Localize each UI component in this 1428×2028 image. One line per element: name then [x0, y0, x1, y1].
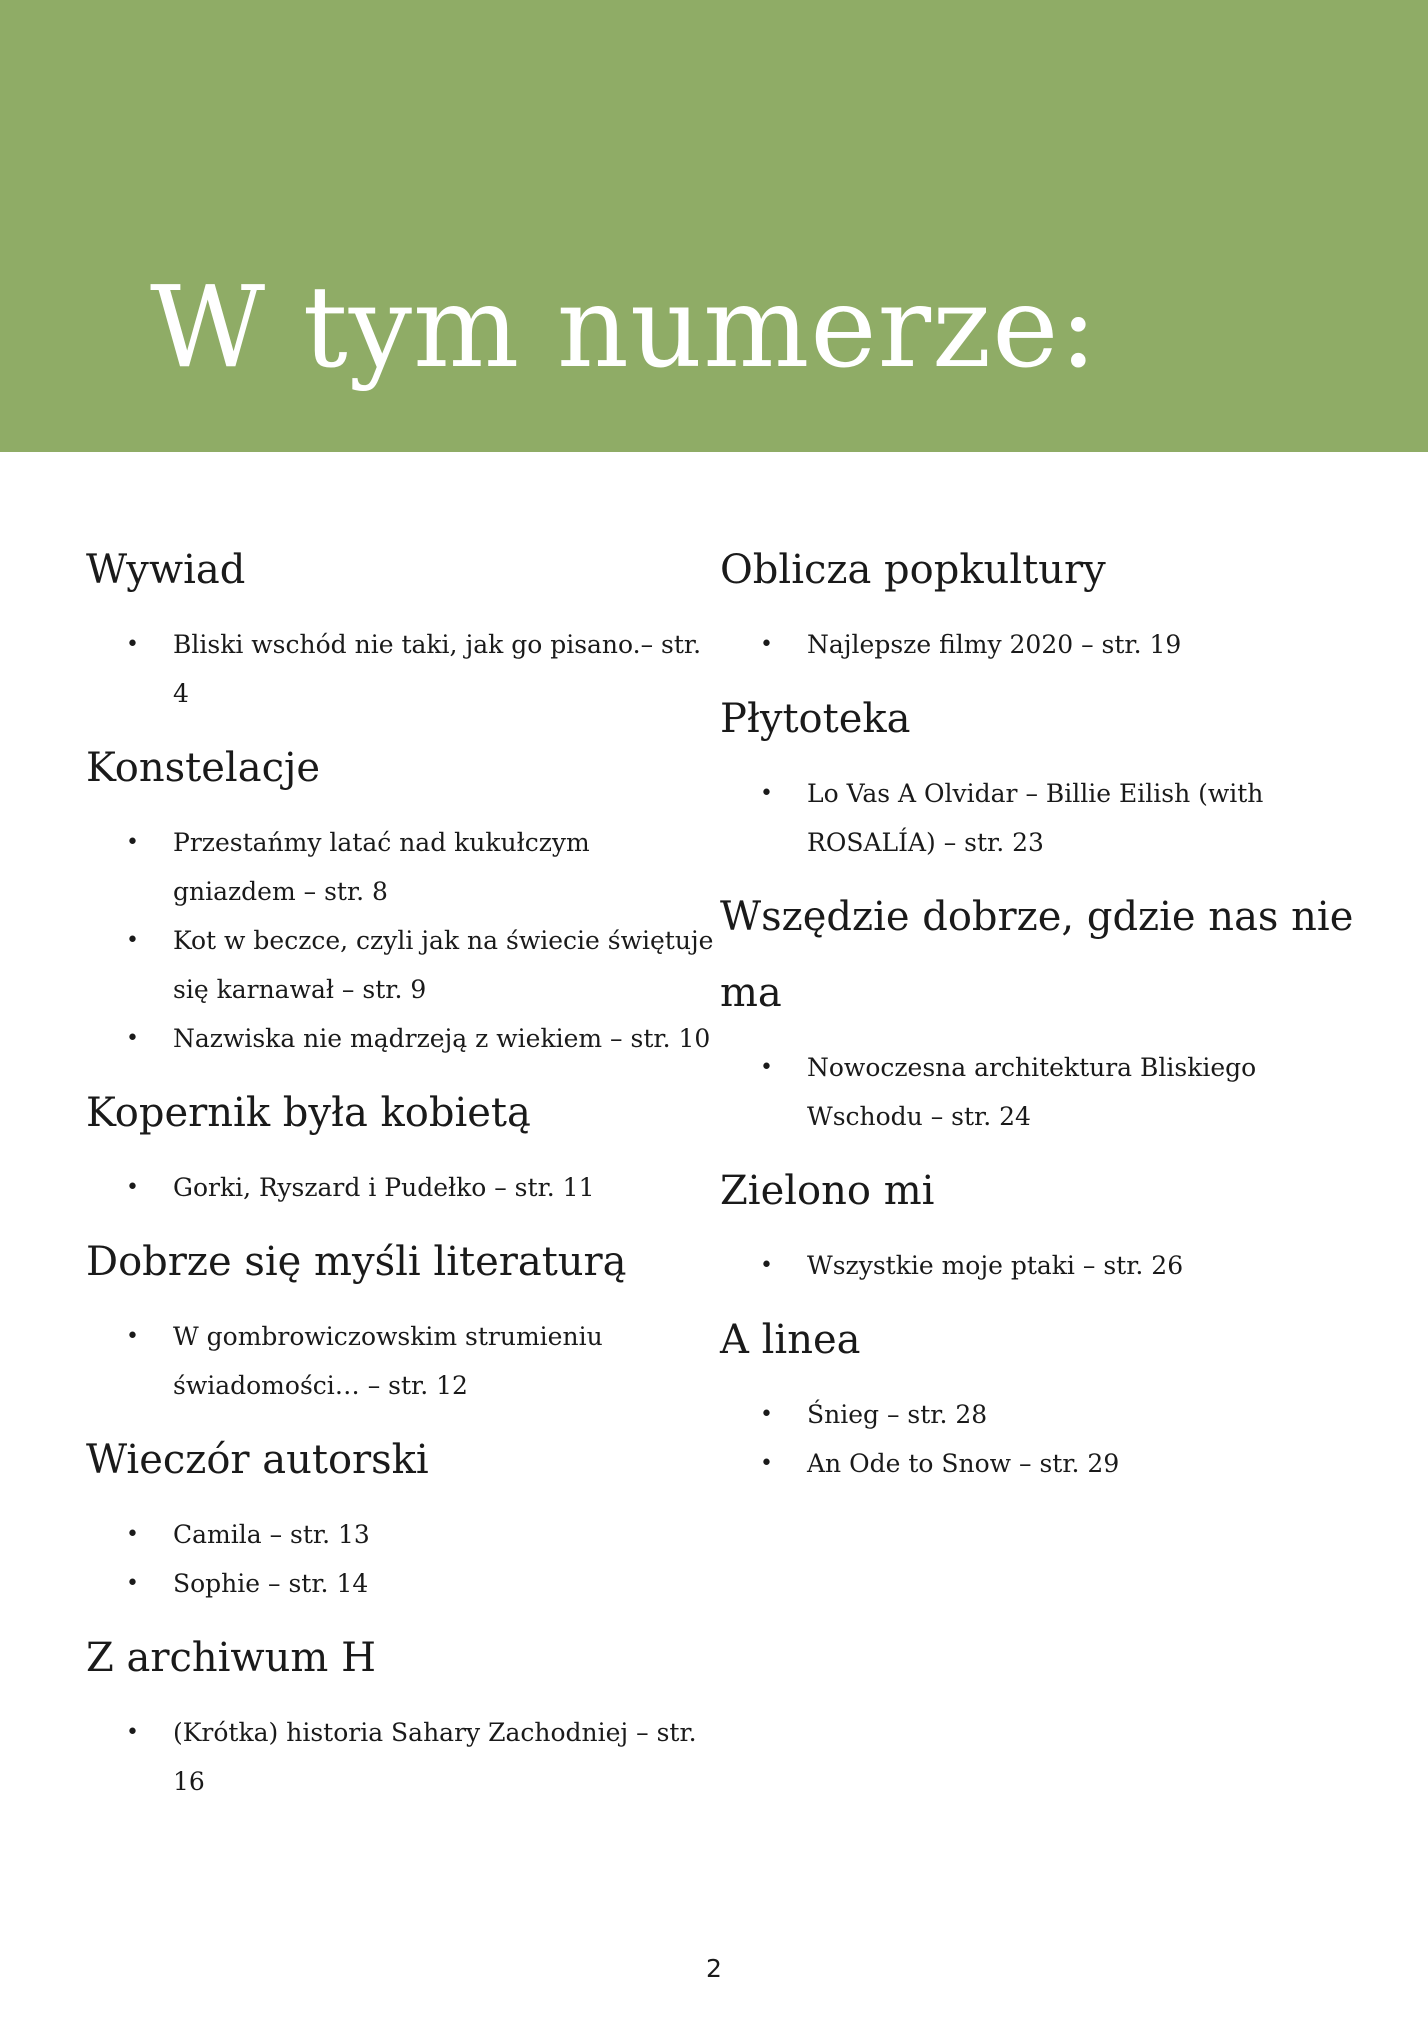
toc-entry-text: Sophie – str. 14: [173, 1569, 369, 1598]
section-items: [86, 818, 716, 1063]
section-items: [86, 1163, 716, 1212]
bullet-icon: •: [126, 632, 139, 657]
section-items: [86, 1510, 716, 1608]
bullet-icon: •: [126, 1571, 139, 1596]
toc-entry-text: Śnieg – str. 28: [807, 1400, 988, 1429]
toc-entry: [86, 1708, 716, 1806]
toc-entry-text: Bliski wschód nie taki, jak go pisano.– str. 4: [173, 630, 702, 708]
section-heading: Wieczór autorski: [86, 1437, 429, 1483]
bullet-icon: •: [126, 1175, 139, 1200]
toc-section-kopernik: [86, 1075, 716, 1212]
toc-section-archiwum: [86, 1620, 716, 1806]
toc-section-zielono-mi: [720, 1153, 1356, 1290]
page-number: 2: [706, 1954, 722, 1983]
section-items: [720, 769, 1356, 867]
toc-entry: [86, 1510, 716, 1559]
section-heading: Z archiwum H: [86, 1635, 376, 1681]
toc-entry-text: Gorki, Ryszard i Pudełko – str. 11: [173, 1173, 595, 1202]
toc-entry-text: Nazwiska nie mądrzeją z wiekiem – str. 10: [173, 1024, 711, 1053]
section-heading: Oblicza popkultury: [720, 547, 1106, 593]
toc-section-plytoteka: [720, 681, 1356, 867]
section-heading: Wszędzie dobrze, gdzie nas nie ma: [720, 894, 1354, 1016]
section-items: [720, 620, 1356, 669]
toc-entry: [86, 1014, 716, 1063]
bullet-icon: •: [760, 1253, 773, 1278]
toc-entry-text: (Krótka) historia Sahary Zachodniej – str. 16: [173, 1718, 697, 1796]
section-heading: Płytoteka: [720, 696, 911, 742]
toc-entry: [720, 769, 1356, 867]
toc-entry-text: W gombrowiczowskim strumieniu świadomości… – str. 12: [173, 1322, 603, 1400]
toc-entry: [86, 1163, 716, 1212]
section-items: [86, 1708, 716, 1806]
toc-left-column: [86, 532, 716, 1818]
toc-entry: [86, 818, 716, 916]
section-items: [86, 1312, 716, 1410]
toc-entry-text: Nowoczesna architektura Bliskiego Wschodu – str. 24: [807, 1053, 1257, 1131]
bullet-icon: •: [126, 1324, 139, 1349]
bullet-icon: •: [760, 1402, 773, 1427]
toc-entry: [720, 1241, 1356, 1290]
bullet-icon: •: [126, 928, 139, 953]
toc-entry: [86, 1312, 716, 1410]
toc-entry-text: Kot w beczce, czyli jak na świecie świętuje się karnawał – str. 9: [173, 926, 714, 1004]
bullet-icon: •: [126, 830, 139, 855]
bullet-icon: •: [126, 1522, 139, 1547]
bullet-icon: •: [760, 1451, 773, 1476]
bullet-icon: •: [760, 632, 773, 657]
section-items: [86, 620, 716, 718]
toc-entry-text: Wszystkie moje ptaki – str. 26: [807, 1251, 1184, 1280]
toc-section-a-linea: [720, 1302, 1356, 1488]
toc-entry: [720, 1390, 1356, 1439]
section-heading: Wywiad: [86, 547, 246, 593]
section-heading: Konstelacje: [86, 745, 321, 791]
section-items: [720, 1390, 1356, 1488]
section-items: [720, 1043, 1356, 1141]
toc-entry: [86, 916, 716, 1014]
toc-section-literatura: [86, 1224, 716, 1410]
section-heading: Kopernik była kobietą: [86, 1090, 531, 1136]
bullet-icon: •: [760, 781, 773, 806]
toc-section-wszedzie-dobrze: [720, 879, 1356, 1141]
bullet-icon: •: [126, 1720, 139, 1745]
toc-entry: [720, 1439, 1356, 1488]
section-items: [720, 1241, 1356, 1290]
section-heading: Dobrze się myśli literaturą: [86, 1239, 627, 1285]
toc-entry-text: Przestańmy latać nad kukułczym gniazdem – str. 8: [173, 828, 590, 906]
toc-entry-text: Najlepsze filmy 2020 – str. 19: [807, 630, 1182, 659]
toc-right-column: [720, 532, 1356, 1500]
bullet-icon: •: [126, 1026, 139, 1051]
toc-section-wywiad: [86, 532, 716, 718]
page-title: W tym numerze:: [150, 263, 1099, 393]
toc-entry-text: Lo Vas A Olvidar – Billie Eilish (with ROSALÍA) – str. 23: [807, 779, 1264, 857]
toc-section-konstelacje: [86, 730, 716, 1063]
toc-entry-text: An Ode to Snow – str. 29: [807, 1449, 1120, 1478]
toc-entry: [720, 620, 1356, 669]
toc-entry-text: Camila – str. 13: [173, 1520, 370, 1549]
section-heading: A linea: [720, 1317, 861, 1363]
toc-entry: [86, 620, 716, 718]
bullet-icon: •: [760, 1055, 773, 1080]
toc-section-wieczor-autorski: [86, 1422, 716, 1608]
toc-section-popkultura: [720, 532, 1356, 669]
toc-entry: [720, 1043, 1356, 1141]
toc-entry: [86, 1559, 716, 1608]
section-heading: Zielono mi: [720, 1168, 935, 1214]
header-band: [0, 0, 1428, 452]
